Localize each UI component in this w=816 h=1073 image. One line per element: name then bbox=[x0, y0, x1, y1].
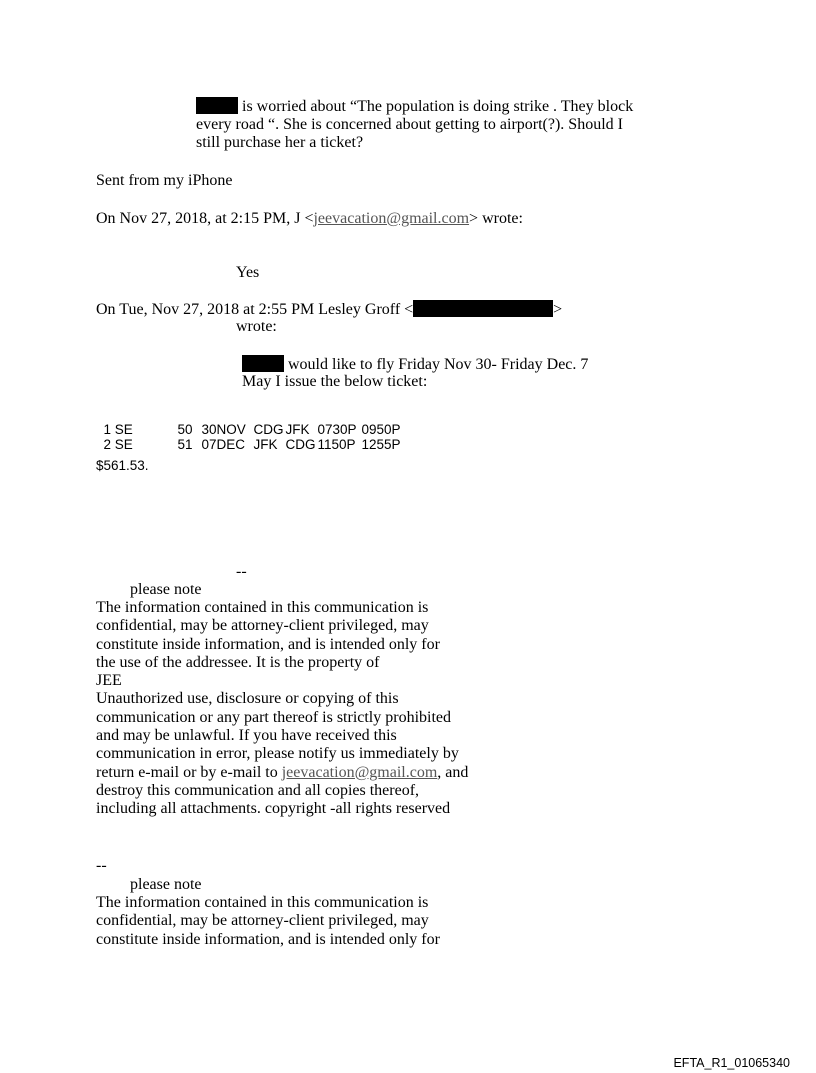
itinerary-row: 1 SE 50 30NOV CDG JFK 0730P 0950P bbox=[103, 422, 401, 437]
quoted-line-2: every road “. She is concerned about getting to airport(?). Should I bbox=[196, 116, 623, 133]
email-link[interactable]: jeevacation@gmail.com bbox=[281, 763, 438, 781]
quoted-line-1: is worried about “The population is doing strike . They block bbox=[196, 97, 633, 116]
signature-dashes: -- bbox=[96, 857, 107, 874]
reply-body: Yes bbox=[236, 264, 260, 281]
reply-header: On Nov 27, 2018, at 2:15 PM, J <jeevacation@gmail.com> wrote: bbox=[96, 210, 523, 227]
itinerary-row: 2 SE 51 07DEC JFK CDG 1150P 1255P bbox=[103, 437, 401, 452]
lesley-header-wrote: wrote: bbox=[236, 318, 277, 335]
signature-dashes: -- bbox=[236, 563, 247, 580]
disclaimer-text: The information contained in this communication is confidential, may be attorney-client privileged, may constitute inside information, and is intended only for bbox=[96, 894, 440, 948]
redaction-block bbox=[413, 300, 553, 317]
lesley-header: On Tue, Nov 27, 2018 at 2:55 PM Lesley Groff < > bbox=[96, 301, 563, 318]
document-id: EFTA_R1_01065340 bbox=[673, 1056, 790, 1070]
signature-note: please note bbox=[130, 581, 202, 598]
price: $561.53. bbox=[96, 458, 149, 473]
lesley-body-line-2: May I issue the below ticket: bbox=[242, 373, 428, 390]
redaction-block bbox=[242, 355, 284, 372]
signature-note: please note bbox=[130, 876, 202, 893]
sent-from-line: Sent from my iPhone bbox=[96, 172, 233, 189]
lesley-body-line-1: would like to fly Friday Nov 30- Friday Dec. 7 bbox=[242, 355, 588, 374]
email-link[interactable]: jeevacation@gmail.com bbox=[313, 210, 470, 227]
quoted-line-3: still purchase her a ticket? bbox=[196, 134, 364, 151]
redaction-block bbox=[196, 97, 238, 114]
disclaimer-text: The information contained in this communication is confidential, may be attorney-client privileged, may constitute inside information, and is intended only for the use of the addressee. It is the property of JEE Unauthorized use, disclosure or copying of this communication or any part thereof is strictly prohibited and may be unlawful. If you have received this communication in error, please notify us immediately by return e-mail or by e-mail to jeevacation@gmail.com, and destroy this communication and all copies thereof, including all attachments. copyright -all rights reserved bbox=[96, 599, 469, 818]
